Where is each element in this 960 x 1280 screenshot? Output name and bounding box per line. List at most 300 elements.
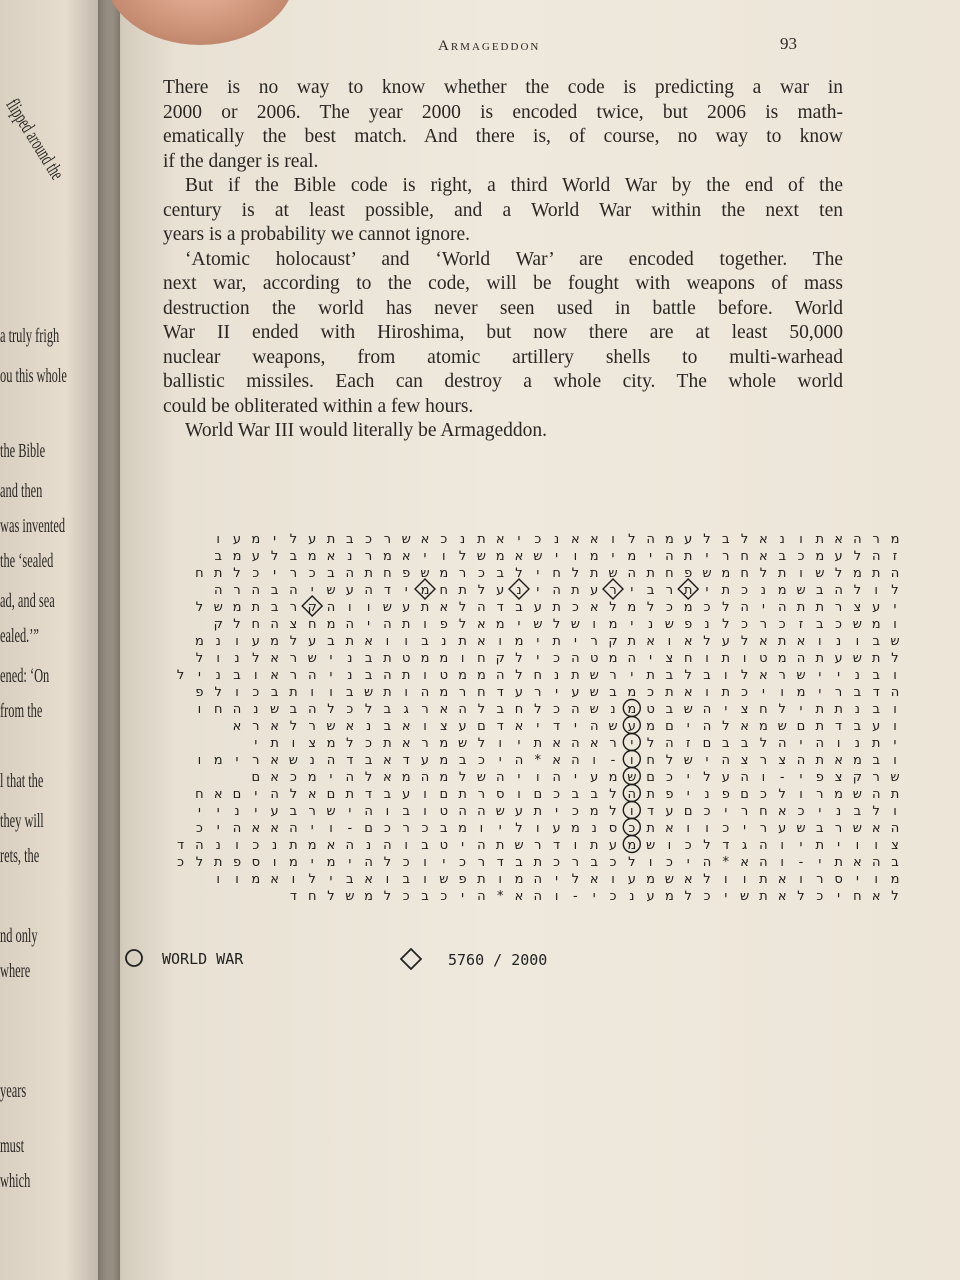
grid-letter: כ [383, 821, 391, 836]
grid-letter: ת [383, 685, 392, 700]
grid-letter: ב [364, 668, 373, 683]
left-page-text: which [0, 1170, 31, 1192]
grid-letter: ל [853, 583, 862, 598]
grid-letter: מ [439, 651, 449, 666]
grid-letter: מ [439, 753, 449, 768]
left-page-text: ened: ‘On [0, 665, 50, 687]
grid-letter: ר [722, 549, 730, 564]
grid-letter: ס [251, 855, 261, 870]
grid-letter: א [420, 532, 430, 547]
grid-letter: כ [477, 753, 485, 768]
grid-letter: י [536, 566, 540, 581]
grid-letter: י [893, 600, 897, 615]
grid-letter: מ [570, 821, 580, 836]
grid-letter: י [536, 651, 540, 666]
grid-letter: מ [796, 685, 806, 700]
grid-letter: ת [759, 872, 768, 887]
grid-letter: ה [890, 566, 900, 581]
grid-letter: נ [854, 736, 861, 751]
grid-letter: מ [683, 600, 693, 615]
grid-letter: ע [590, 583, 599, 598]
grid-letter: ר [383, 532, 392, 547]
grid-letter: ל [609, 787, 617, 802]
grid-letter: ה [289, 821, 298, 836]
grid-letter: ע [270, 804, 279, 819]
grid-letter: א [232, 719, 242, 734]
grid-letter: ט [589, 651, 599, 666]
grid-letter: נ [779, 532, 785, 547]
grid-letter: כ [835, 617, 843, 632]
grid-letter: ב [364, 753, 373, 768]
grid-letter: ח [740, 566, 749, 581]
left-page-text: rets, the [0, 845, 40, 867]
grid-letter: נ [365, 719, 372, 734]
grid-letter: ת [759, 889, 768, 904]
grid-letter: ו [592, 617, 596, 632]
grid-letter: ת [871, 566, 881, 581]
grid-letter: ם [439, 787, 449, 802]
grid-letter: ר [289, 651, 298, 666]
grid-letter: ש [288, 753, 299, 768]
grid-letter: ל [684, 889, 692, 904]
grid-letter: מ [608, 770, 618, 785]
grid-letter: ב [270, 600, 279, 615]
grid-letter: ה [702, 855, 712, 870]
grid-letter: א [683, 685, 693, 700]
grid-letter: ר [421, 736, 429, 751]
grid-letter: ש [852, 651, 863, 666]
grid-letter: י [837, 889, 841, 904]
grid-letter: ו [329, 821, 333, 836]
grid-letter: ר [252, 753, 260, 768]
grid-letter: מ [251, 532, 261, 547]
grid-letter: א [270, 770, 279, 785]
grid-letter: ו [761, 770, 766, 785]
grid-letter: ש [702, 566, 712, 581]
grid-letter: נ [704, 787, 710, 802]
grid-letter: ו [705, 651, 709, 666]
grid-letter: ש [664, 872, 675, 887]
grid-letter: ת [646, 821, 655, 836]
grid-letter: ם [740, 787, 749, 802]
grid-letter: ל [477, 736, 486, 751]
grid-letter: ע [345, 583, 354, 598]
grid-letter: י [517, 532, 521, 547]
grid-letter: ב [515, 600, 523, 615]
grid-letter: ת [477, 532, 486, 547]
grid-letter: ת [289, 685, 298, 700]
grid-letter: ד [177, 838, 185, 853]
grid-letter: י [705, 583, 709, 598]
grid-letter: ד [553, 838, 561, 853]
grid-letter: נ [760, 583, 767, 598]
grid-letter: ו [554, 889, 559, 904]
grid-letter: ח [533, 668, 543, 683]
grid-letter: נ [234, 804, 240, 819]
grid-letter: ו [780, 838, 784, 853]
grid-letter: ר [252, 719, 260, 734]
grid-letter: ת [627, 634, 637, 649]
grid-letter: ת [815, 651, 825, 666]
grid-letter: י [573, 770, 577, 785]
grid-letter: ז [892, 549, 898, 564]
grid-letter: פ [684, 566, 693, 581]
grid-letter: ה [665, 736, 674, 751]
grid-letter: ב [665, 702, 674, 717]
grid-letter: ט [439, 668, 449, 683]
grid-letter: י [498, 821, 502, 836]
left-page-text: was invented [0, 515, 66, 537]
left-page-text: flipped around the [1, 95, 69, 184]
grid-letter: ה [495, 668, 505, 683]
grid-letter: ל [270, 549, 279, 564]
grid-letter: ר [759, 821, 768, 836]
grid-letter: ח [251, 617, 261, 632]
grid-letter: ש [345, 889, 355, 904]
grid-letter: כ [365, 736, 373, 751]
grid-letter: מ [495, 549, 505, 564]
grid-letter: מ [852, 566, 862, 581]
grid-letter: י [329, 770, 333, 785]
grid-letter: כ [553, 702, 561, 717]
grid-letter: ו [423, 719, 427, 734]
left-page-text: and then [0, 480, 43, 502]
grid-letter: ב [383, 787, 392, 802]
grid-letter: ת [721, 583, 731, 598]
grid-letter: ר [834, 821, 843, 836]
grid-letter: ה [571, 651, 580, 666]
grid-letter: ע [834, 651, 843, 666]
grid-letter: א [401, 719, 411, 734]
grid-letter: א [589, 736, 599, 751]
grid-letter: ה [627, 566, 637, 581]
grid-letter: ו [686, 821, 690, 836]
grid-letter: ל [722, 617, 730, 632]
grid-letter: י [536, 719, 540, 734]
grid-letter: א [326, 838, 336, 853]
grid-letter: ל [515, 651, 523, 666]
grid-letter: נ [271, 838, 278, 853]
grid-letter: ו [272, 855, 277, 870]
grid-letter: ש [589, 685, 599, 700]
grid-letter: ב [571, 787, 580, 802]
grid-letter: ש [533, 617, 543, 632]
grid-letter: ט [646, 702, 655, 717]
grid-letter: ט [759, 651, 768, 666]
grid-letter: ה [477, 600, 486, 615]
grid-letter: ע [552, 821, 561, 836]
grid-letter: ת [589, 566, 599, 581]
grid-letter: מ [401, 770, 411, 785]
grid-letter: י [367, 617, 371, 632]
grid-letter: ו [517, 787, 521, 802]
grid-letter: ש [796, 583, 806, 598]
grid-letter: ם [533, 787, 543, 802]
grid-letter: נ [629, 889, 635, 904]
grid-letter: ו [648, 855, 653, 870]
grid-letter: ע [608, 838, 618, 853]
grid-letter: ה [702, 702, 712, 717]
grid-letter: ת [383, 651, 392, 666]
grid-letter: י [630, 617, 634, 632]
grid-letter: ת [458, 583, 467, 598]
grid-letter: ל [628, 855, 636, 870]
grid-letter: א [345, 719, 355, 734]
grid-letter: מ [664, 532, 674, 547]
grid-letter: ל [646, 600, 655, 615]
grid-letter: כ [252, 566, 260, 581]
grid-letter: ג [741, 838, 748, 853]
grid-letter: ה [721, 753, 731, 768]
grid-letter: ם [232, 787, 242, 802]
grid-letter: ב [214, 549, 222, 564]
grid-letter: ס [608, 821, 618, 836]
left-page-text: a truly frigh [0, 325, 60, 347]
grid-letter: ל [195, 855, 204, 870]
grid-letter: י [799, 838, 803, 853]
grid-letter: ש [457, 736, 468, 751]
grid-letter: ח [552, 566, 561, 581]
body-line: ematically the best match. And there is, of course, no way to know [163, 126, 843, 147]
grid-letter: י [611, 549, 615, 564]
grid-letter: ש [570, 617, 581, 632]
grid-letter: ה [815, 736, 825, 751]
grid-letter: י [743, 821, 747, 836]
grid-letter: פ [684, 617, 693, 632]
grid-letter: י [273, 532, 277, 547]
grid-letter: כ [177, 855, 185, 870]
legend-year [400, 948, 547, 970]
grid-letter: מ [627, 838, 637, 853]
grid-letter: י [517, 736, 521, 751]
body-line: destruction the world has never seen used in battle before. World [163, 297, 843, 319]
grid-letter: ב [458, 753, 467, 768]
grid-letter: ב [346, 532, 354, 547]
grid-letter: מ [326, 855, 336, 870]
grid-letter: ע [308, 634, 317, 649]
grid-letter: ל [195, 651, 204, 666]
grid-letter: ר [571, 855, 580, 870]
grid-letter: כ [703, 889, 711, 904]
grid-letter: מ [439, 736, 449, 751]
grid-letter: נ [835, 804, 842, 819]
grid-letter: ת [213, 566, 223, 581]
grid-letter: ה [477, 838, 486, 853]
grid-letter: כ [346, 702, 354, 717]
grid-letter: מ [213, 753, 223, 768]
grid-letter: ל [759, 566, 768, 581]
grid-letter: ל [515, 668, 523, 683]
grid-letter: מ [439, 685, 449, 700]
grid-letter: י [649, 549, 653, 564]
grid-letter: ל [289, 634, 298, 649]
grid-letter: י [686, 770, 690, 785]
grid-letter: כ [571, 600, 579, 615]
grid-letter: ת [796, 600, 806, 615]
grid-letter: ל [195, 600, 204, 615]
grid-letter: י [799, 770, 803, 785]
grid-letter: ל [703, 872, 711, 887]
grid-letter: א [589, 600, 599, 615]
grid-letter: ו [235, 872, 239, 887]
grid-letter: ק [608, 634, 618, 649]
grid-letter: מ [627, 702, 637, 717]
grid-letter: נ [347, 668, 353, 683]
grid-letter: ו [630, 753, 634, 768]
grid-letter: נ [441, 634, 447, 649]
grid-letter: י [649, 651, 653, 666]
grid-letter: ת [834, 855, 843, 870]
grid-letter: ע [627, 872, 636, 887]
grid-letter: י [254, 787, 258, 802]
grid-letter: י [799, 736, 803, 751]
grid-letter: י [630, 668, 634, 683]
grid-letter: נ [347, 549, 353, 564]
grid-letter: ר [816, 872, 824, 887]
grid-letter: ה [759, 855, 768, 870]
grid-letter: ו [385, 804, 390, 819]
grid-letter: ש [476, 770, 487, 785]
grid-letter: ו [780, 685, 784, 700]
grid-letter: ם [364, 821, 373, 836]
grid-letter: ת [477, 872, 486, 887]
grid-letter: כ [684, 838, 692, 853]
grid-letter: ר [609, 668, 617, 683]
grid-letter: א [270, 821, 279, 836]
grid-letter: ב [722, 532, 730, 547]
grid-letter: ר [759, 617, 768, 632]
grid-letter: ש [890, 634, 900, 649]
grid-letter: י [517, 770, 521, 785]
grid-letter: צ [740, 753, 749, 768]
grid-letter: ם [683, 804, 693, 819]
grid-letter: ו [630, 804, 634, 819]
grid-letter: מ [439, 770, 449, 785]
grid-letter: ל [740, 532, 749, 547]
grid-letter: ה [834, 583, 843, 598]
grid-letter: ח [759, 804, 768, 819]
grid-letter: ל [740, 634, 749, 649]
grid-letter: ו [799, 566, 803, 581]
grid-letter: ו [855, 634, 860, 649]
grid-letter: י [348, 804, 352, 819]
grid-letter: א [834, 532, 843, 547]
grid-letter: ה [345, 617, 355, 632]
grid-letter: ל [477, 702, 486, 717]
grid-letter: ש [890, 770, 900, 785]
grid-letter: ר [458, 566, 467, 581]
grid-letter: ש [777, 719, 787, 734]
grid-letter: ד [496, 855, 504, 870]
grid-letter: מ [194, 634, 204, 649]
grid-letter: ה [571, 736, 580, 751]
grid-letter: ת [871, 736, 881, 751]
grid-letter: נ [365, 838, 372, 853]
grid-letter: ת [401, 617, 411, 632]
legend-world-war [124, 948, 243, 968]
grid-letter: ה [890, 685, 900, 700]
grid-letter: ה [853, 532, 862, 547]
grid-letter: ש [476, 549, 487, 564]
grid-letter: ב [346, 685, 354, 700]
grid-letter: ע [308, 532, 317, 547]
grid-letter: ח [195, 787, 204, 802]
grid-letter: כ [252, 685, 260, 700]
grid-letter: ל [778, 702, 786, 717]
grid-letter: ר [289, 668, 298, 683]
grid-letter: ב [270, 583, 279, 598]
grid-letter: - [347, 821, 353, 836]
grid-letter: ו [573, 838, 578, 853]
grid-letter: ד [496, 600, 504, 615]
grid-letter: נ [215, 634, 221, 649]
grid-letter: א [834, 753, 843, 768]
grid-letter: ל [759, 736, 768, 751]
grid-letter: י [799, 702, 803, 717]
grid-letter: ו [742, 651, 747, 666]
grid-letter: ת [683, 549, 693, 564]
grid-letter: י [705, 753, 709, 768]
grid-letter: ט [439, 838, 449, 853]
legend-diamond-label: 5760 / 2000 [448, 951, 548, 969]
grid-letter: ו [667, 838, 672, 853]
grid-letter: א [364, 872, 373, 887]
body-line: There is no way to know whether the code is predicting a war in [163, 77, 843, 98]
grid-letter: נ [459, 532, 466, 547]
grid-letter: כ [797, 549, 805, 564]
grid-letter: ל [252, 651, 260, 666]
grid-letter: ע [665, 804, 674, 819]
grid-letter: ח [646, 753, 655, 768]
grid-letter: ע [872, 719, 881, 734]
grid-letter: ו [874, 838, 878, 853]
grid-letter: ם [702, 736, 712, 751]
grid-letter: ר [759, 753, 768, 768]
left-page-text: the ‘sealed [0, 550, 54, 572]
grid-letter: ה [420, 770, 430, 785]
grid-letter: ו [310, 685, 314, 700]
grid-letter: ה [533, 889, 543, 904]
grid-letter: ר [665, 583, 674, 598]
grid-letter: ש [326, 804, 336, 819]
grid-letter: א [759, 634, 768, 649]
grid-letter: י [348, 855, 352, 870]
grid-letter: נ [610, 702, 616, 717]
diamond-legend-icon [400, 948, 422, 970]
grid-letter: ת [571, 668, 580, 683]
grid-letter: ו [442, 549, 446, 564]
grid-letter: א [477, 617, 486, 632]
grid-letter: ה [871, 855, 881, 870]
grid-letter: א [514, 549, 524, 564]
grid-letter: ל [327, 889, 335, 904]
grid-letter: ב [327, 634, 335, 649]
grid-letter: נ [704, 617, 710, 632]
grid-letter: ל [609, 804, 617, 819]
grid-letter: ק [852, 770, 863, 785]
grid-letter: כ [703, 600, 711, 615]
grid-letter: ל [609, 600, 617, 615]
grid-letter: ת [815, 702, 825, 717]
grid-letter: ש [589, 668, 599, 683]
grid-letter: כ [628, 821, 636, 836]
grid-letter: ו [536, 770, 540, 785]
grid-letter: ו [893, 753, 897, 768]
grid-letter: ב [665, 668, 674, 683]
grid-letter: פ [402, 566, 411, 581]
grid-letter: ע [590, 770, 599, 785]
grid-letter: ש [683, 702, 693, 717]
